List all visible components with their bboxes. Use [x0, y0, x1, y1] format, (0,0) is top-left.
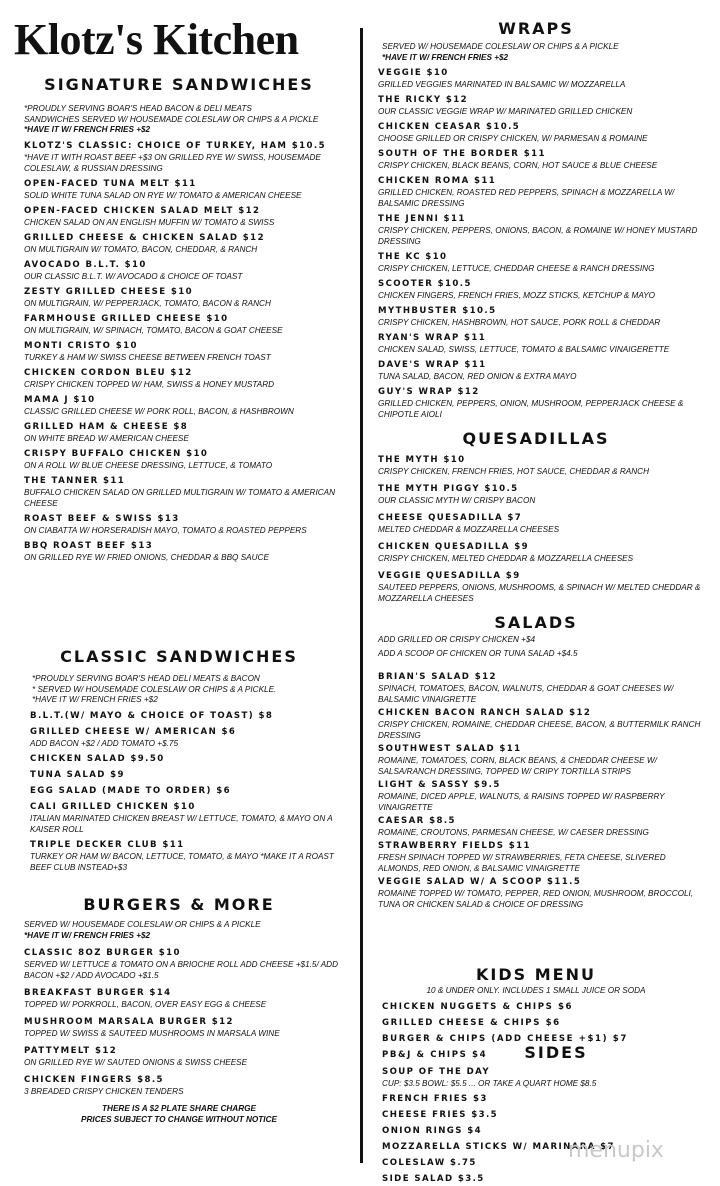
menu-item: [378, 386, 708, 420]
menu-item-name: MONTI CRISTO $10: [24, 340, 138, 351]
menu-item: [382, 1093, 708, 1105]
signature-notes: [24, 104, 350, 136]
menu-item: [24, 367, 350, 390]
note-line: *PROUDLY SERVING BOAR'S HEAD BACON & DELI MEATS: [24, 104, 252, 113]
menu-item: [382, 1017, 708, 1029]
menu-item-name: ROAST BEEF & SWISS $13: [24, 513, 180, 524]
menu-item: [24, 947, 350, 981]
menu-item-name: PB&J & CHIPS $4: [382, 1049, 488, 1060]
menu-item-name: CHICKEN QUESADILLA $9: [378, 542, 529, 552]
quesadillas-heading: QUESADILLAS: [462, 429, 610, 448]
quesadillas-section: [378, 430, 708, 604]
menu-item-name: CLASSIC 8OZ BURGER $10: [24, 948, 181, 958]
menu-item-name: MAMA J $10: [24, 394, 96, 405]
kids-menu-heading: KIDS MENU: [476, 965, 596, 984]
menu-item: [24, 513, 350, 536]
menu-item-name: SOUTHWEST SALAD $11: [378, 744, 522, 754]
menu-item-name: CHEESE FRIES $3.5: [382, 1110, 499, 1120]
menu-item-name: TUNA SALAD $9: [30, 769, 125, 780]
menu-item-description: CHICKEN SALAD, SWISS, LETTUCE, TOMATO & BALSAMIC VINAIGERETTE: [378, 345, 670, 354]
menu-item-name: CHICKEN CEASAR $10.5: [378, 122, 521, 132]
menu-item-name: THE MYTH PIGGY $10.5: [378, 484, 519, 494]
footer-line: THERE IS A $2 PLATE SHARE CHARGE: [102, 1104, 256, 1113]
menu-item-name: CHICKEN FINGERS $8.5: [24, 1075, 164, 1085]
menu-item-description: OUR CLASSIC MYTH W/ CRISPY BACON: [378, 496, 536, 505]
menu-item-description: CRISPY CHICKEN, LETTUCE, CHEDDAR CHEESE & RANCH DRESSING: [378, 264, 655, 273]
wraps-heading: WRAPS: [498, 19, 574, 38]
menu-item: [24, 475, 350, 509]
menu-item: [24, 987, 350, 1010]
menu-item-name: PATTYMELT $12: [24, 1046, 118, 1056]
menu-item-name: FRENCH FRIES $3: [382, 1094, 488, 1104]
menu-item-name: CAESAR $8.5: [378, 816, 456, 826]
menu-item: [382, 1066, 708, 1089]
menu-item: [378, 483, 708, 506]
menu-item-name: OPEN-FACED CHICKEN SALAD MELT $12: [24, 205, 261, 216]
menu-item-name: GRILLED CHEESE & CHIPS $6: [382, 1017, 561, 1028]
wraps-notes: [378, 42, 708, 63]
classic-items: [24, 710, 350, 873]
menu-item-description: CRISPY CHICKEN, PEPPERS, ONIONS, BACON, & ROMAINE W/ HONEY MUSTARD DRESSING: [378, 226, 698, 246]
note-line: SERVED W/ HOUSEMADE COLESLAW OR CHIPS & A PICKLE: [24, 920, 261, 929]
menu-item-name: BREAKFAST BURGER $14: [24, 988, 172, 998]
menu-item: [30, 753, 350, 765]
menu-item-description: GRILLED CHICKEN, PEPPERS, ONION, MUSHROOM, PEPPERJACK CHEESE & CHIPOTLE AIOLI: [378, 399, 684, 419]
menu-item: [382, 1125, 708, 1137]
menu-item: [30, 769, 350, 781]
menu-item-name: GUY'S WRAP $12: [378, 387, 480, 397]
menu-item-name: CALI GRILLED CHICKEN $10: [30, 801, 196, 812]
menu-item-name: SOUTH OF THE BORDER $11: [378, 149, 546, 159]
menu-item: [30, 785, 350, 797]
menu-item-description: FRESH SPINACH TOPPED W/ STRAWBERRIES, FETA CHEESE, SLIVERED ALMONDS, RED ONION, & BALSAMIC VINAIGRETTE: [378, 853, 666, 873]
salads-notes: [378, 635, 708, 659]
sides-section: [378, 1044, 708, 1185]
menu-item: [30, 726, 350, 749]
menu-item-description: ON WHITE BREAD W/ AMERICAN CHEESE: [24, 433, 189, 443]
menu-item: [24, 232, 350, 255]
menu-item-name: COLESLAW $.75: [382, 1158, 477, 1168]
menu-item-description: GRILLED VEGGIES MARINATED IN BALSAMIC W/ MOZZARELLA: [378, 80, 626, 89]
note-line: *HAVE IT W/ FRENCH FRIES +$2: [32, 695, 158, 704]
menu-item: [382, 1173, 708, 1185]
menu-item-description: SAUTEED PEPPERS, ONIONS, MUSHROOMS, & SPINACH W/ MELTED CHEDDAR & MOZZARELLA CHEESES: [378, 583, 701, 603]
menu-item-description: CRISPY CHICKEN, FRENCH FRIES, HOT SAUCE, CHEDDAR & RANCH: [378, 467, 649, 476]
note-line: *PROUDLY SERVING BOAR'S HEAD DELI MEATS & BACON: [32, 674, 260, 683]
menu-item: [24, 178, 350, 201]
wraps-section: [378, 20, 708, 420]
signature-sandwiches-heading: SIGNATURE SANDWICHES: [44, 75, 314, 94]
note-line: *HAVE IT W/ FRENCH FRIES +$2: [24, 930, 151, 940]
menu-item: [24, 1016, 350, 1039]
menu-item-name: TRIPLE DECKER CLUB $11: [30, 839, 185, 850]
menu-item-description: 3 BREADED CRISPY CHICKEN TENDERS: [24, 1087, 184, 1096]
menu-item-description: ON A ROLL W/ BLUE CHEESE DRESSING, LETTUCE, & TOMATO: [24, 460, 273, 470]
menu-item-description: ON GRILLED RYE W/ FRIED ONIONS, CHEDDAR & BBQ SAUCE: [24, 552, 269, 562]
menu-item-name: BURGER & CHIPS (ADD CHEESE +$1) $7: [382, 1033, 628, 1044]
menu-item: [24, 448, 350, 471]
menu-item-description: CRISPY CHICKEN, HASHBROWN, HOT SAUCE, PORK ROLL & CHEDDAR: [378, 318, 661, 327]
menu-item-description: TUNA SALAD, BACON, RED ONION & EXTRA MAYO: [378, 372, 577, 381]
menu-item-description: SOLID WHITE TUNA SALAD ON RYE W/ TOMATO & AMERICAN CHEESE: [24, 190, 302, 200]
menu-item: [378, 213, 708, 247]
menu-item: [382, 1109, 708, 1121]
menu-item: [378, 707, 708, 741]
menu-item-description: SPINACH, TOMATOES, BACON, WALNUTS, CHEDDAR & GOAT CHEESES W/ BALSAMIC VINAIGRETTE: [378, 684, 674, 704]
burgers-section: [24, 896, 350, 1125]
menu-item-name: ZESTY GRILLED CHEESE $10: [24, 286, 194, 297]
menu-item-name: KLOTZ'S CLASSIC: CHOICE OF TURKEY, HAM $10.5: [24, 140, 326, 151]
burgers-notes: [24, 920, 350, 941]
menu-item-name: GRILLED HAM & CHEESE $8: [24, 421, 189, 432]
footer-line: PRICES SUBJECT TO CHANGE WITHOUT NOTICE: [81, 1115, 277, 1124]
menu-item-name: CHICKEN NUGGETS & CHIPS $6: [382, 1001, 574, 1012]
menu-item: [24, 286, 350, 309]
sides-heading: SIDES: [524, 1043, 588, 1062]
menu-item-name: BBQ ROAST BEEF $13: [24, 540, 154, 551]
note-line: *HAVE IT W/ FRENCH FRIES +$2: [382, 52, 509, 62]
menu-item-name: MOZZARELLA STICKS W/ MARINARA $7: [382, 1142, 615, 1152]
menu-item: [24, 259, 350, 282]
menu-item-description: ROMAINE TOPPED W/ TOMATO, PEPPER, RED ONION, MUSHROOM, BROCCOLI, TUNA OR CHICKEN SALAD & CHOICE OF DRESSING: [378, 889, 694, 909]
menu-item: [30, 801, 350, 835]
menu-item: [378, 541, 708, 564]
signature-items: [24, 140, 350, 563]
menu-item-description: ADD BACON +$2 / ADD TOMATO +$.75: [30, 738, 179, 748]
menu-item-description: ITALIAN MARINATED CHICKEN BREAST W/ LETTUCE, TOMATO, & MAYO ON A KAISER ROLL: [30, 813, 333, 834]
menu-item-name: MYTHBUSTER $10.5: [378, 306, 497, 316]
menu-item-description: ROMAINE, TOMATOES, CORN, BLACK BEANS, & CHEDDAR CHEESE W/ SALSA/RANCH DRESSING, TOPPED W/ CRIPY TORTILLA STRIPS: [378, 756, 657, 776]
menu-item-description: TURKEY & HAM W/ SWISS CHEESE BETWEEN FRENCH TOAST: [24, 352, 271, 362]
menu-item: [24, 205, 350, 228]
menu-item: [378, 359, 708, 382]
salads-heading: SALADS: [494, 613, 578, 632]
menu-item: [378, 671, 708, 705]
menu-item-name: B.L.T.(W/ MAYO & CHOICE OF TOAST) $8: [30, 710, 274, 721]
menu-item-description: ROMAINE, CROUTONS, PARMESAN CHEESE, W/ CAESER DRESSING: [378, 828, 649, 837]
column-divider: [360, 28, 363, 1163]
menu-item-description: TOPPED W/ SWISS & SAUTEED MUSHROOMS IN MARSALA WINE: [24, 1029, 280, 1038]
menu-item: [378, 512, 708, 535]
menu-item: [24, 140, 350, 174]
menu-item-name: THE TANNER $11: [24, 475, 126, 486]
menu-item: [378, 278, 708, 301]
note-line: ADD A SCOOP OF CHICKEN OR TUNA SALAD +$4.5: [378, 648, 578, 658]
menu-item-name: VEGGIE $10: [378, 68, 449, 78]
salad-items: [378, 671, 708, 910]
menu-item-name: THE JENNI $11: [378, 214, 466, 224]
note-line: *HAVE IT W/ FRENCH FRIES +$2: [24, 125, 151, 134]
classic-notes: [24, 674, 350, 706]
menu-item-name: LIGHT & SASSY $9.5: [378, 780, 501, 790]
menu-item-name: THE RICKY $12: [378, 95, 469, 105]
menu-item: [378, 840, 708, 874]
menu-item-description: BUFFALO CHICKEN SALAD ON GRILLED MULTIGRAIN W/ TOMATO & AMERICAN CHEESE: [24, 487, 336, 508]
menu-item-description: SERVED W/ LETTUCE & TOMATO ON A BRIOCHE ROLL ADD CHEESE +$1.5/ ADD BACON +$2 / ADD AVOCADO +$1.5: [24, 960, 339, 980]
menu-item-name: AVOCADO B.L.T. $10: [24, 259, 147, 270]
menu-item-name: CHEESE QUESADILLA $7: [378, 513, 523, 523]
kids-menu-note: 10 & UNDER ONLY. INCLUDES 1 SMALL JUICE OR SODA: [426, 986, 646, 995]
menu-item-name: RYAN'S WRAP $11: [378, 333, 487, 343]
menu-item-description: CUP: $3.5 BOWL: $5.5 ... OR TAKE A QUART HOME $8.5: [382, 1079, 597, 1088]
menu-item: [378, 305, 708, 328]
menu-item: [378, 148, 708, 171]
menu-item-description: *HAVE IT WITH ROAST BEEF +$3 ON GRILLED RYE W/ SWISS, HOUSEMADE COLESLAW, & RUSSIAN DRESSING: [24, 152, 321, 173]
menu-item-description: ON MULTIGRAIN W/ TOMATO, BACON, CHEDDAR, & RANCH: [24, 244, 258, 254]
burgers-heading: BURGERS & MORE: [83, 895, 275, 914]
menu-item: [378, 94, 708, 117]
menu-item-description: CRISPY CHICKEN TOPPED W/ HAM, SWISS & HONEY MUSTARD: [24, 379, 275, 389]
menu-item: [378, 175, 708, 209]
note-line: * SERVED W/ HOUSEMADE COLESLAW OR CHIPS & A PICKLE.: [32, 684, 277, 694]
menu-item-description: CRISPY CHICKEN, ROMAINE, CHEDDAR CHEESE, BACON, & BUTTERMILK RANCH DRESSING: [378, 720, 701, 740]
menu-item-name: EGG SALAD (MADE TO ORDER) $6: [30, 785, 231, 796]
menu-item-description: CHICKEN SALAD ON AN ENGLISH MUFFIN W/ TOMATO & SWISS: [24, 217, 275, 227]
menu-footer: [24, 1103, 334, 1125]
burger-items: [24, 947, 350, 1097]
menu-item-description: ROMAINE, DICED APPLE, WALNUTS, & RAISINS TOPPED W/ RASPBERRY VINAIGRETTE: [378, 792, 665, 812]
menu-item-name: GRILLED CHEESE W/ AMERICAN $6: [30, 726, 237, 737]
menu-item-name: GRILLED CHEESE & CHICKEN SALAD $12: [24, 232, 265, 243]
menu-item-name: DAVE'S WRAP $11: [378, 360, 487, 370]
menu-item: [378, 743, 708, 777]
menu-item-description: ON MULTIGRAIN, W/ SPINACH, TOMATO, BACON & GOAT CHEESE: [24, 325, 283, 335]
note-line: ADD GRILLED OR CRISPY CHICKEN +$4: [378, 635, 536, 644]
menu-item: [30, 839, 350, 873]
menu-item-name: THE MYTH $10: [378, 455, 466, 465]
menu-item-description: GRILLED CHICKEN, ROASTED RED PEPPERS, SPINACH & MOZZARELLA W/ BALSAMIC DRESSING: [378, 188, 675, 208]
menu-item: [24, 1074, 350, 1097]
menu-item-name: VEGGIE SALAD W/ A SCOOP $11.5: [378, 877, 582, 887]
menu-item-name: VEGGIE QUESADILLA $9: [378, 571, 521, 581]
menu-item-description: CRISPY CHICKEN, MELTED CHEDDAR & MOZZARELLA CHEESES: [378, 554, 634, 563]
menu-item-description: CRISPY CHICKEN, BLACK BEANS, CORN, HOT SAUCE & BLUE CHEESE: [378, 161, 658, 170]
menu-item-description: TOPPED W/ PORKROLL, BACON, OVER EASY EGG & CHEESE: [24, 1000, 267, 1009]
menu-item-name: CHICKEN BACON RANCH SALAD $12: [378, 708, 592, 718]
menu-item: [24, 421, 350, 444]
menu-item-name: CHICKEN ROMA $11: [378, 176, 497, 186]
menu-item-name: CRISPY BUFFALO CHICKEN $10: [24, 448, 209, 459]
menu-item-name: FARMHOUSE GRILLED CHEESE $10: [24, 313, 229, 324]
menu-item-name: THE KC $10: [378, 252, 448, 262]
menu-item-name: MUSHROOM MARSALA BURGER $12: [24, 1017, 234, 1027]
menu-item: [378, 251, 708, 274]
menu-item: [378, 332, 708, 355]
menu-item-description: OUR CLASSIC VEGGIE WRAP W/ MARINATED GRILLED CHICKEN: [378, 107, 633, 116]
menu-item-name: STRAWBERRY FIELDS $11: [378, 841, 531, 851]
wrap-items: [378, 67, 708, 420]
signature-sandwiches-section: [24, 76, 350, 563]
menu-item-name: SOUP OF THE DAY: [382, 1067, 491, 1077]
menu-item-name: SIDE SALAD $3.5: [382, 1174, 485, 1184]
menu-item: [378, 815, 708, 838]
menu-item: [24, 313, 350, 336]
menu-item: [24, 340, 350, 363]
menu-item-name: ONION RINGS $4: [382, 1126, 482, 1136]
menu-item-name: SCOOTER $10.5: [378, 279, 472, 289]
menu-item: [378, 876, 708, 910]
menu-item-description: ON CIABATTA W/ HORSERADISH MAYO, TOMATO & ROASTED PEPPERS: [24, 525, 307, 535]
menu-item-name: OPEN-FACED TUNA MELT $11: [24, 178, 197, 189]
salads-section: [378, 614, 708, 910]
menu-item: [382, 1001, 708, 1013]
classic-sandwiches-section: [24, 648, 350, 873]
menu-item: [378, 570, 708, 604]
sides-items: [378, 1066, 708, 1185]
classic-sandwiches-heading: CLASSIC SANDWICHES: [60, 647, 298, 666]
menu-item: [378, 121, 708, 144]
restaurant-title: Klotz's Kitchen: [14, 15, 299, 64]
menu-item: [24, 540, 350, 563]
menu-item: [378, 454, 708, 477]
note-line: SERVED W/ HOUSEMADE COLESLAW OR CHIPS & A PICKLE: [382, 42, 619, 51]
menu-item-name: CHICKEN CORDON BLEU $12: [24, 367, 193, 378]
menu-item: [378, 67, 708, 90]
menu-item: [30, 710, 350, 722]
menu-item-name: BRIAN'S SALAD $12: [378, 672, 497, 682]
menu-item-description: ON MULTIGRAIN, W/ PEPPERJACK, TOMATO, BACON & RANCH: [24, 298, 271, 308]
menu-item-description: ON GRILLED RYE W/ SAUTED ONIONS & SWISS CHEESE: [24, 1058, 248, 1067]
quesadilla-items: [378, 454, 708, 604]
menupix-watermark: menupix: [568, 1138, 664, 1163]
menu-item-description: CLASSIC GRILLED CHEESE W/ PORK ROLL, BACON, & HASHBROWN: [24, 406, 294, 416]
menu-item-description: OUR CLASSIC B.L.T. W/ AVOCADO & CHOICE OF TOAST: [24, 271, 243, 281]
menu-item-description: MELTED CHEDDAR & MOZZARELLA CHEESES: [378, 525, 560, 534]
note-line: SANDWICHES SERVED W/ HOUSEMADE COLESLAW OR CHIPS & A PICKLE: [24, 114, 319, 124]
menu-item-description: CHOOSE GRILLED OR CRISPY CHICKEN, W/ PARMESAN & ROMAINE: [378, 134, 648, 143]
menu-item: [24, 1045, 350, 1068]
menu-item-description: TURKEY OR HAM W/ BACON, LETTUCE, TOMATO, & MAYO *MAKE IT A ROAST BEEF CLUB INSTEAD+$3: [30, 851, 334, 872]
menu-item-description: CHICKEN FINGERS, FRENCH FRIES, MOZZ STICKS, KETCHUP & MAYO: [378, 291, 656, 300]
menu-item: [24, 394, 350, 417]
menu-item: [378, 779, 708, 813]
menu-item-name: CHICKEN SALAD $9.50: [30, 753, 165, 764]
